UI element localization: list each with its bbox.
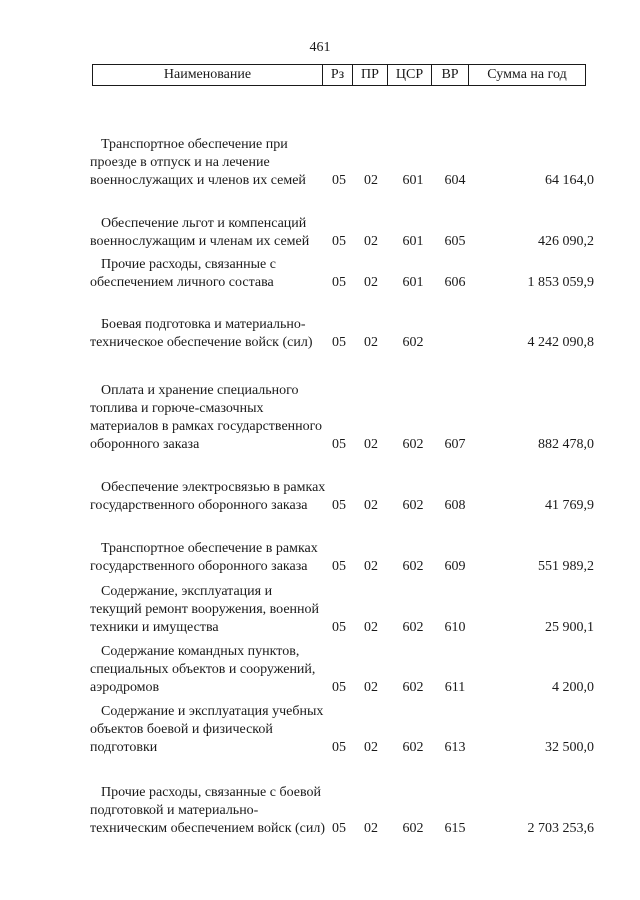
row-vr: 606 [444,275,466,290]
row-rz: 05 [332,173,346,188]
row-sum: 64 164,0 [545,173,594,188]
row-sum: 551 989,2 [538,559,594,574]
header-name: Наименование [93,65,323,86]
row-sum: 4 200,0 [552,680,594,695]
row-name: Содержание, эксплуатация и текущий ремонт вооружения, военной техники и имущества [90,584,320,635]
row-name: Содержание командных пунктов, специальных объектов и сооружений, аэродромов [90,644,316,695]
row-pr: 02 [364,740,378,755]
table-row [0,256,640,292]
row-vr: 615 [444,821,466,836]
header-csr: ЦСР [388,65,432,86]
row-name: Обеспечение электросвязью в рамках государственного оборонного заказа [90,480,326,513]
header-pr: ПР [353,65,388,86]
row-vr: 610 [444,620,466,635]
row-pr: 02 [364,234,378,249]
row-rz: 05 [332,821,346,836]
table-row [0,764,640,838]
row-sum: 4 242 090,8 [527,335,594,350]
row-rz: 05 [332,620,346,635]
row-rz: 05 [332,275,346,290]
row-pr: 02 [364,335,378,350]
row-rz: 05 [332,680,346,695]
table-row [0,460,640,515]
row-rz: 05 [332,335,346,350]
row-sum: 882 478,0 [538,437,594,452]
row-sum: 32 500,0 [545,740,594,755]
table-row [0,700,640,757]
row-vr: 608 [444,498,466,513]
row-pr: 02 [364,680,378,695]
row-name: Прочие расходы, связанные с боевой подготовкой и материально-техническим обеспечением войск (сил) [90,785,326,836]
row-pr: 02 [364,498,378,513]
row-name: Содержание и эксплуатация учебных объектов боевой и физической подготовки [90,704,324,755]
row-pr: 02 [364,620,378,635]
row-vr: 609 [444,559,466,574]
row-csr: 602 [402,740,424,755]
row-rz: 05 [332,437,346,452]
row-csr: 602 [402,335,424,350]
row-rz: 05 [332,498,346,513]
row-vr: 607 [444,437,466,452]
table-row [0,195,640,251]
row-csr: 602 [402,559,424,574]
row-csr: 601 [402,173,424,188]
row-pr: 02 [364,275,378,290]
row-pr: 02 [364,437,378,452]
row-rz: 05 [332,740,346,755]
row-vr: 604 [444,173,466,188]
row-vr: 611 [444,680,466,695]
row-name: Транспортное обеспечение при проезде в отпуск и на лечение военнослужащих и членов их семей [90,137,306,188]
row-csr: 602 [402,437,424,452]
row-vr: 605 [444,234,466,249]
table-row [0,364,640,454]
row-sum: 41 769,9 [545,498,594,513]
row-csr: 602 [402,498,424,513]
row-vr: 613 [444,740,466,755]
row-sum: 1 853 059,9 [527,275,594,290]
row-rz: 05 [332,234,346,249]
row-sum: 2 703 253,6 [527,821,594,836]
row-sum: 426 090,2 [538,234,594,249]
row-name: Транспортное обеспечение в рамках государственного оборонного заказа [90,541,318,574]
row-pr: 02 [364,821,378,836]
table-row [0,296,640,352]
table-row [0,580,640,637]
header-rz: Рз [323,65,353,86]
row-name: Прочие расходы, связанные с обеспечением личного состава [90,257,276,290]
header-vr: ВР [432,65,469,86]
row-csr: 602 [402,680,424,695]
row-pr: 02 [364,559,378,574]
row-csr: 601 [402,234,424,249]
row-rz: 05 [332,559,346,574]
row-name: Боевая подготовка и материально-техническое обеспечение войск (сил) [90,317,313,350]
table-row [0,640,640,697]
row-name: Обеспечение льгот и компенсаций военнослужащим и членам их семей [90,216,310,249]
header-sum: Сумма на год [469,65,586,86]
row-sum: 25 900,1 [545,620,594,635]
table-row [0,520,640,576]
row-csr: 601 [402,275,424,290]
row-csr: 602 [402,620,424,635]
row-csr: 602 [402,821,424,836]
table-row [0,116,640,190]
row-name: Оплата и хранение специального топлива и горюче-смазочных материалов в рамках государственного оборонного заказа [90,383,323,452]
row-pr: 02 [364,173,378,188]
page-number: 461 [309,40,331,55]
